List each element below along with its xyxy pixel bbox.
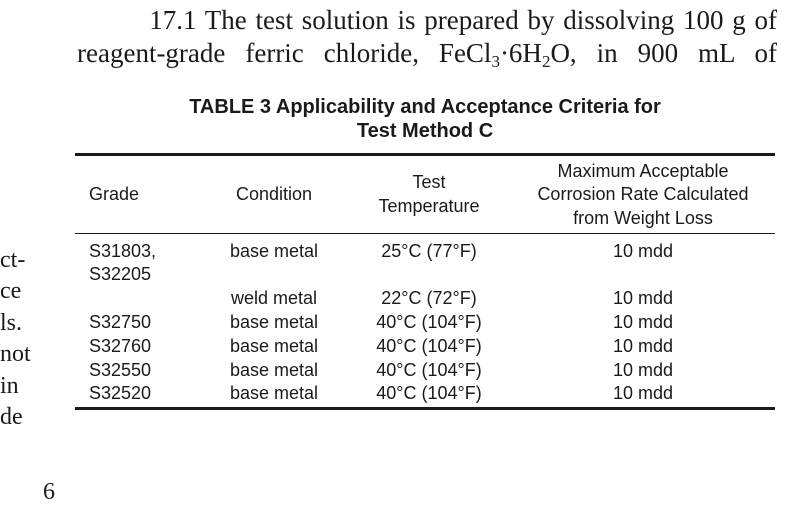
cell-rate: 10 mdd: [612, 383, 674, 403]
left-fragment: ct-: [0, 247, 26, 273]
cell-temperature: 40°C (104°F): [376, 383, 482, 403]
cell-temperature: 40°C (104°F): [376, 360, 482, 380]
left-fragment: ce: [0, 278, 22, 304]
table-title: [75, 95, 775, 143]
header-rate-line-2: Corrosion Rate Calculated: [537, 184, 749, 204]
cell-condition: base metal: [229, 383, 319, 403]
paragraph-text: ·6H: [499, 38, 542, 68]
table-header-rule: [75, 233, 775, 234]
left-fragment: in: [0, 373, 19, 399]
cell-rate: 10 mdd: [612, 336, 674, 356]
left-fragment: de: [0, 404, 23, 430]
header-temperature-line-2: Temperature: [378, 196, 480, 216]
cell-condition: base metal: [229, 360, 319, 380]
cell-condition: base metal: [229, 312, 319, 332]
paragraph-text: reagent-grade ferric chloride, FeCl: [77, 38, 492, 68]
cell-condition: base metal: [229, 241, 319, 261]
subscript: 2: [541, 52, 551, 71]
paragraph-line-2: [77, 37, 777, 70]
header-rate-line-1: Maximum Acceptable: [557, 161, 729, 181]
cell-condition: weld metal: [230, 288, 318, 308]
cell-grade: S32550: [89, 360, 152, 380]
cell-grade: S32520: [89, 383, 152, 403]
table-title-line-1: TABLE 3 Applicability and Acceptance Criteria for: [189, 96, 661, 118]
left-fragment: not: [0, 341, 31, 367]
cell-grade: S32760: [89, 336, 152, 356]
paragraph-text: O, in 900 mL of: [550, 38, 778, 68]
cell-temperature: 40°C (104°F): [376, 336, 482, 356]
header-temperature-line-1: Test: [412, 172, 446, 192]
cell-rate: 10 mdd: [612, 241, 674, 261]
subscript: 3: [491, 52, 500, 71]
cell-grade: S31803,: [89, 241, 157, 261]
header-rate-line-3: from Weight Loss: [573, 208, 713, 228]
cell-temperature: 22°C (72°F): [381, 288, 477, 308]
cell-rate: 10 mdd: [612, 360, 674, 380]
table-top-rule: [75, 153, 775, 156]
cell-temperature: 40°C (104°F): [376, 312, 482, 332]
paragraph-line-1: 17.1 The test solution is prepared by dissolving 100 g of: [149, 5, 777, 35]
cell-grade: S32750: [89, 312, 152, 332]
page-number: 6: [43, 479, 55, 505]
header-condition: Condition: [235, 184, 313, 204]
header-grade: Grade: [89, 184, 140, 204]
table-bottom-rule: [75, 407, 775, 410]
body-paragraph: [77, 4, 777, 70]
cell-grade: S32205: [89, 264, 152, 284]
cell-temperature: 25°C (77°F): [381, 241, 477, 261]
table-title-line-2: Test Method C: [356, 120, 494, 142]
cell-rate: 10 mdd: [612, 312, 674, 332]
cell-condition: base metal: [229, 336, 319, 356]
cell-rate: 10 mdd: [612, 288, 674, 308]
left-fragment: ls.: [0, 310, 23, 336]
